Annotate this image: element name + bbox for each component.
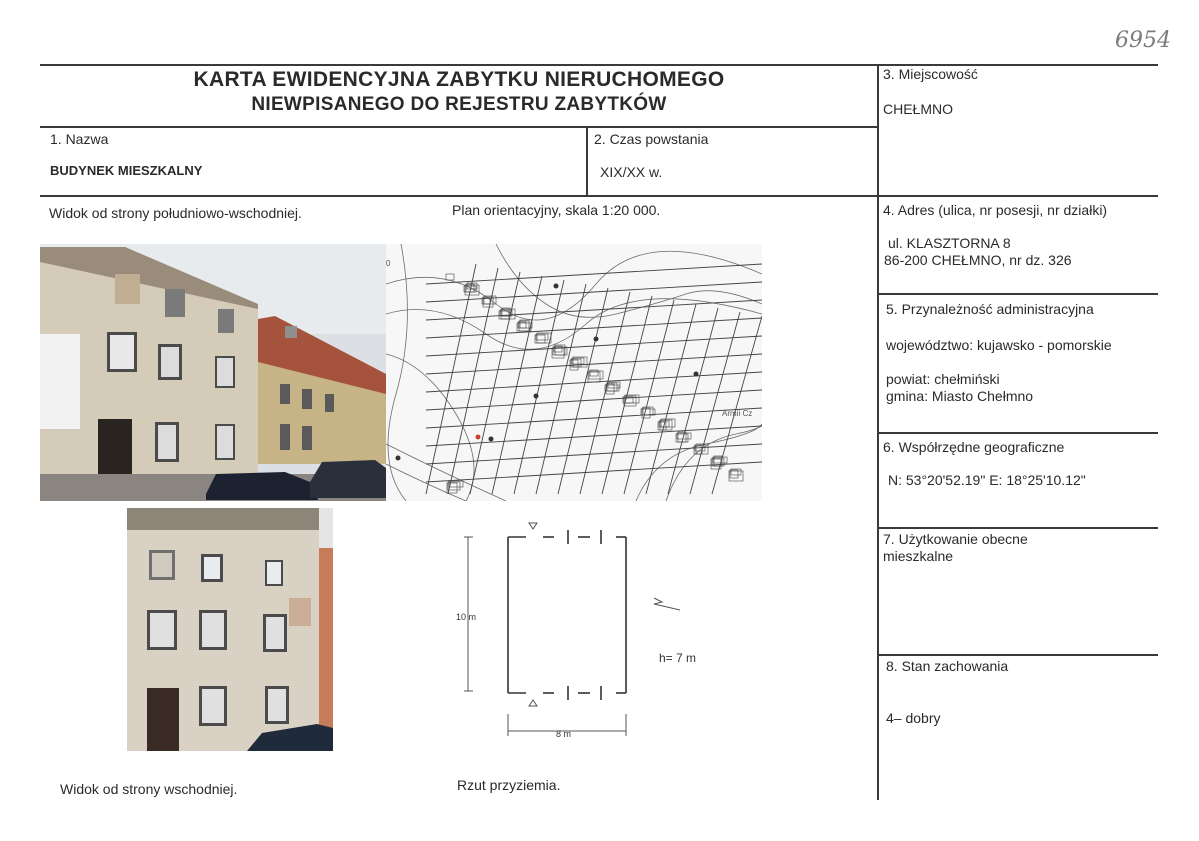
caption-rzut: Rzut przyziemia. [457,777,561,793]
stan-label: 8. Stan zachowania [886,658,1009,674]
wojewodztwo-value: województwo: kujawsko - pomorskie [886,337,1112,353]
right-line-6 [878,432,1158,434]
powiat-value: powiat: chełmiński [886,371,1000,387]
stan-value: 4– dobry [886,710,941,726]
caption-plan: Plan orientacyjny, skala 1:20 000. [452,202,661,218]
right-line-5 [878,293,1158,295]
building-height-label: h= 7 m [659,651,697,665]
plan-height-dimension: 10 m [456,612,477,622]
card-title-line2: NIEWPISANEGO DO REJESTRU ZABYTKÓW [251,94,667,115]
adres-label: 4. Adres (ulica, nr posesji, nr działki) [883,202,1108,218]
plan-width-dimension: 8 m [556,729,572,739]
right-line-8 [878,654,1158,656]
photo-east-view [127,508,333,751]
frame-top-line [40,64,1158,66]
gmina-value: gmina: Miasto Chełmno [886,388,1034,404]
handwritten-number: 6954 [1115,28,1171,53]
miejscowosc-value: CHEŁMNO [883,101,954,117]
adres-line1: ul. KLASZTORNA 8 [888,235,1011,251]
caption-widok-wsch: Widok od strony wschodniej. [60,781,238,797]
uzytkowanie-label: 7. Użytkowanie obecne [883,531,1028,547]
nazwa-czas-divider [586,126,588,196]
floor-plan [440,510,760,750]
photo-south-east-view [40,244,386,501]
title-bottom-line [40,126,878,128]
right-line-7 [878,527,1158,529]
nazwa-value: BUDYNEK MIESZKALNY [50,163,203,178]
uzytkowanie-value: mieszkalne [883,548,954,564]
adres-line2: 86-200 CHEŁMNO, nr dz. 326 [884,252,1072,268]
nazwa-label: 1. Nazwa [50,131,109,147]
miejscowosc-label: 3. Miejscowość [883,66,978,82]
czas-label: 2. Czas powstania [594,131,709,147]
czas-value: XIX/XX w. [600,164,663,180]
wspolrzedne-label: 6. Współrzędne geograficzne [883,439,1065,455]
orientation-map [386,244,762,501]
caption-widok-pd-wsch: Widok od strony południowo-wschodniej. [49,205,302,221]
wspolrzedne-value: N: 53°20'52.19" E: 18°25'10.12" [888,472,1086,488]
przynaleznosc-label: 5. Przynależność administracyjna [886,301,1094,317]
map-street-label: Armii Cz [722,409,753,418]
header-bottom-line [40,195,1158,197]
card-title-line1: KARTA EWIDENCYJNA ZABYTKU NIERUCHOMEGO [193,68,725,91]
map-zero-label: 0 [386,259,391,268]
